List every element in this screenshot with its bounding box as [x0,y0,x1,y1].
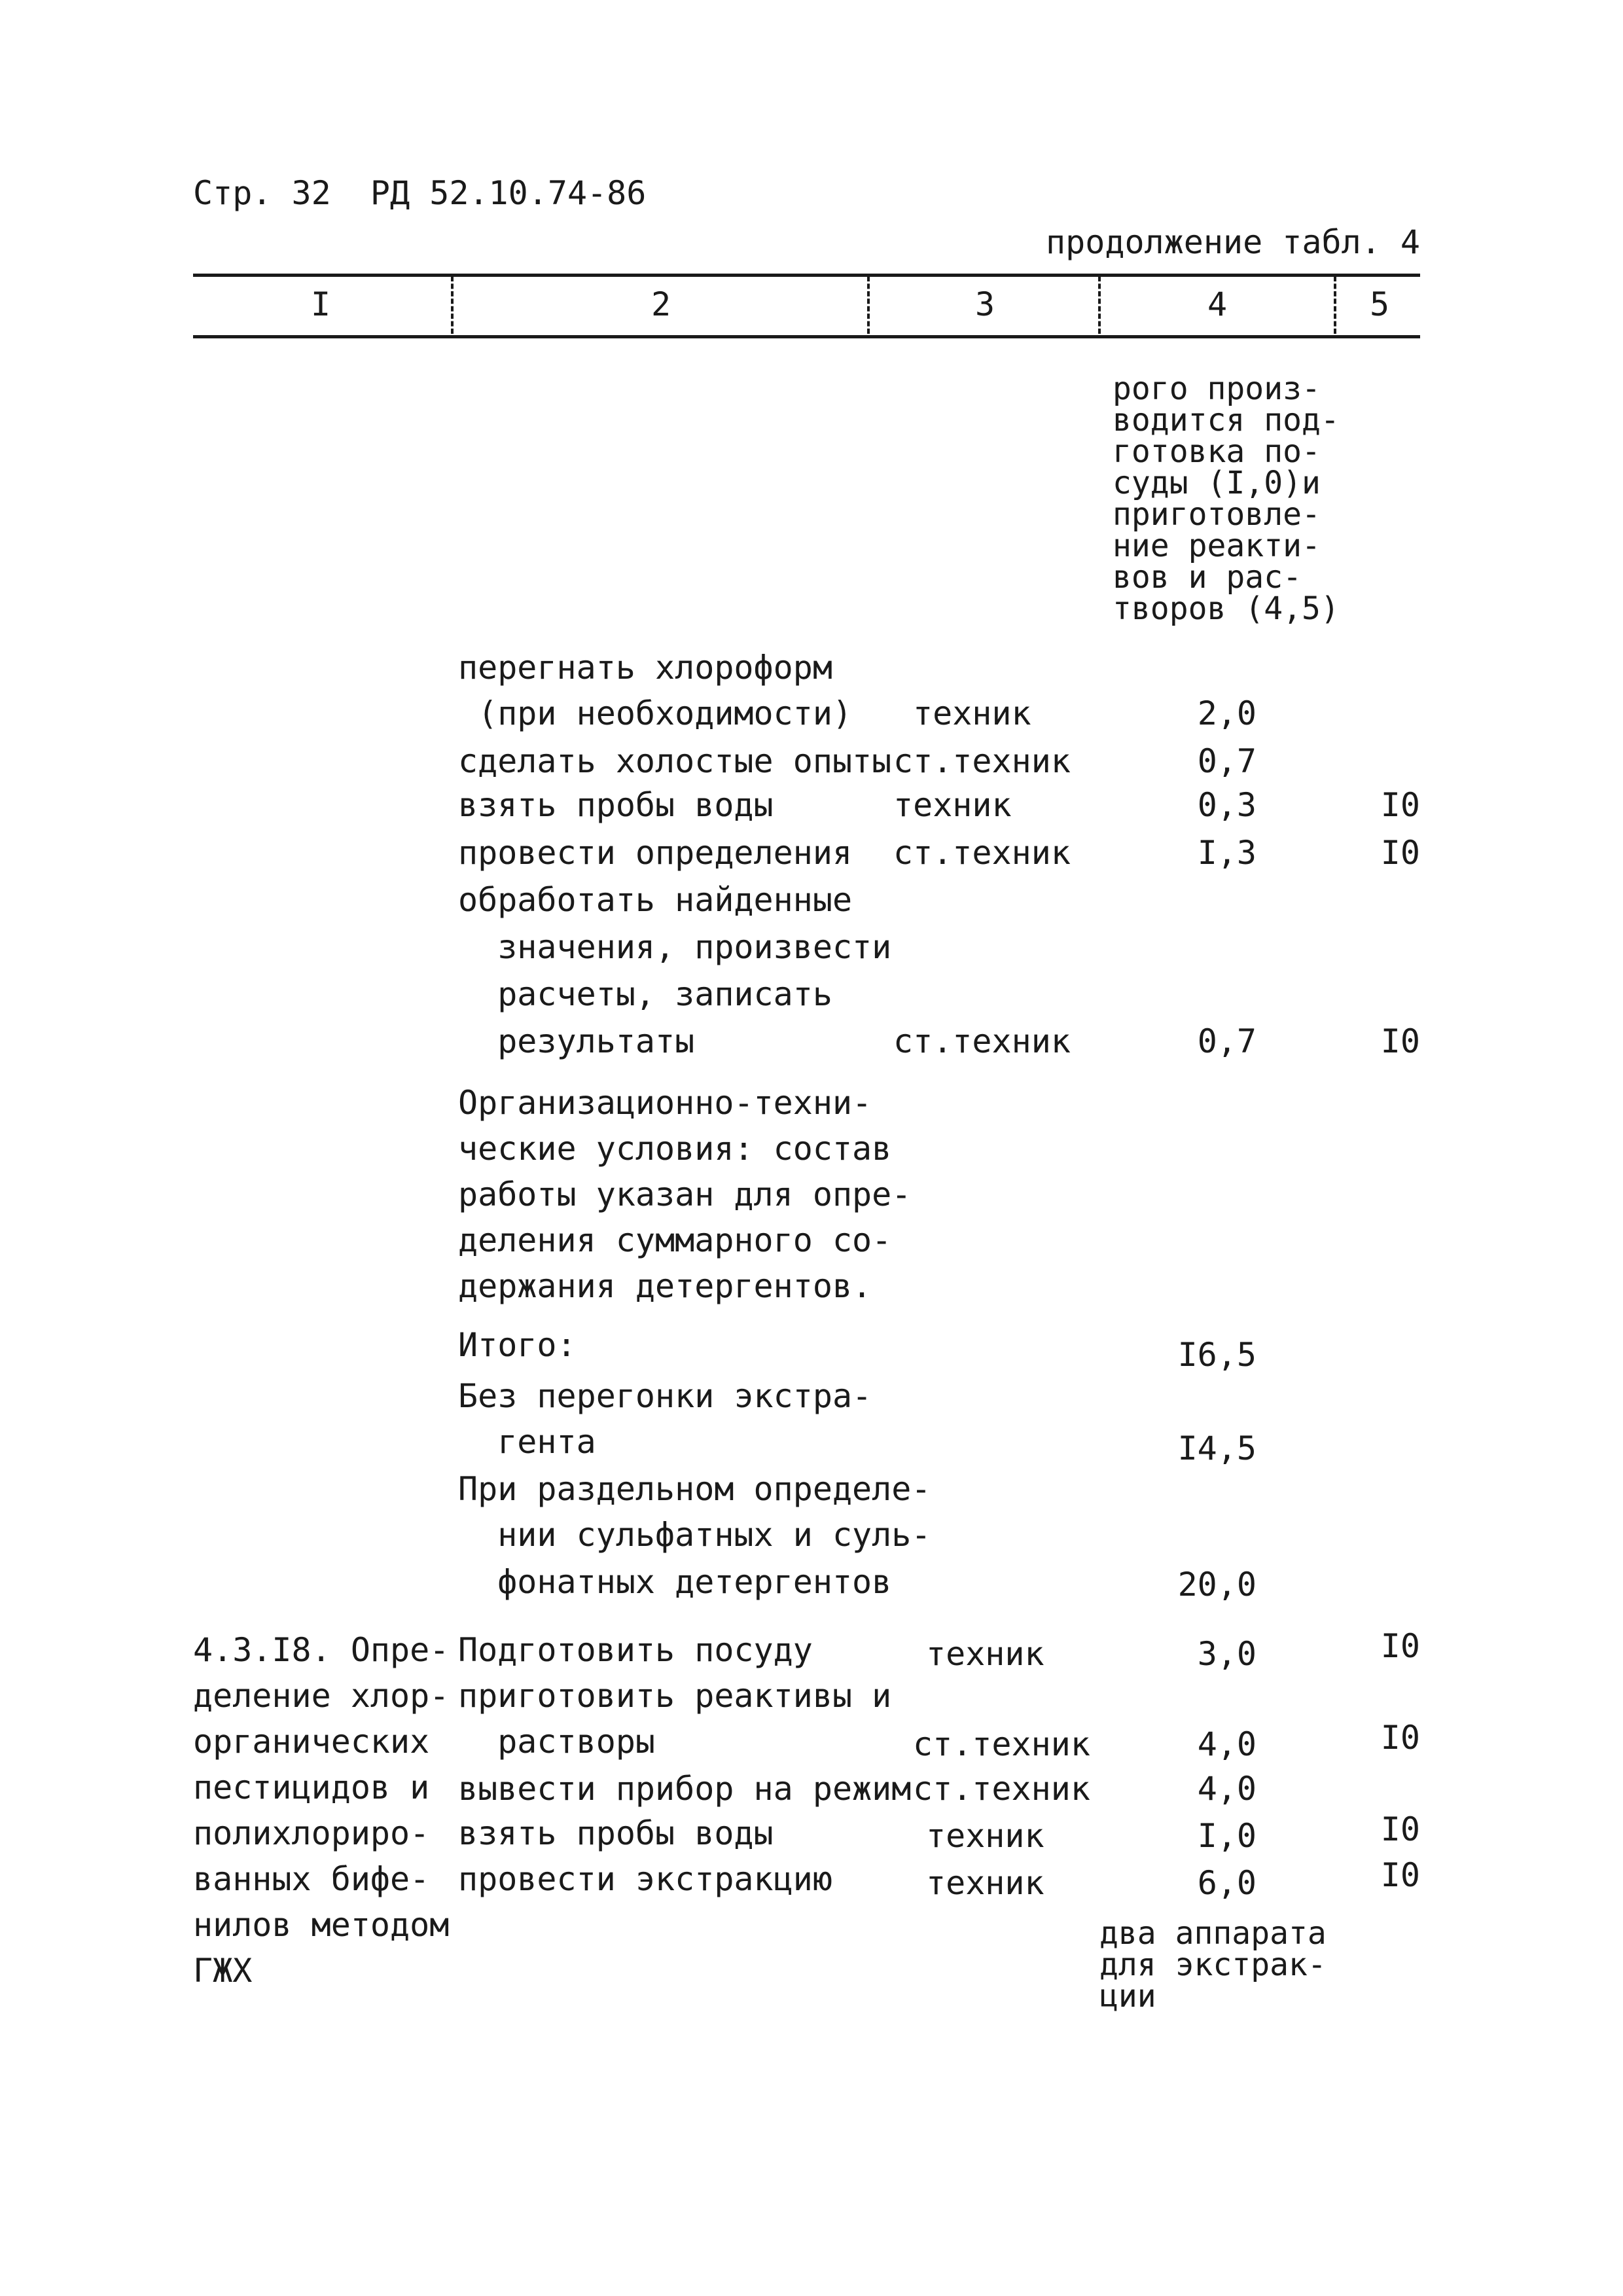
col4-note-line: готовка по- [1113,433,1321,470]
operation-text: растворы [458,1723,656,1761]
column-separator [1334,276,1336,334]
total-variant-value: I4,5 [1177,1429,1257,1467]
section-title: деление хлор- [193,1677,450,1715]
time-value: 4,0 [1197,1770,1257,1808]
column-number-5: 5 [1369,285,1390,323]
column-number-2: 2 [651,285,671,323]
operation-text: взять пробы воды [458,786,774,824]
conditions-text: ческие условия: состав [458,1130,892,1168]
performer: техник [926,1864,1044,1902]
column-separator [451,276,454,334]
conditions-text: деления суммарного со- [458,1221,892,1259]
time-value: 3,0 [1197,1635,1257,1673]
operation-text: расчеты, записать [458,975,832,1013]
table-continuation-label: продолжение табл. 4 [1046,223,1420,261]
section-title: полихлориро- [193,1814,430,1852]
count-value: I0 [1380,1810,1420,1848]
operation-text: провести определения [458,834,853,872]
operation-text: (при необходимости) [458,694,853,732]
performer: техник [893,786,1012,824]
total-label: Итого: [458,1326,577,1364]
time-value: 6,0 [1197,1864,1257,1902]
operation-text: обработать найденные [458,881,853,919]
count-value: I0 [1380,1022,1420,1060]
table-header-bottom-rule [193,335,1420,338]
col4-note-line: водится под- [1113,402,1340,439]
section-title: ГЖХ [193,1952,253,1990]
count-value: I0 [1380,834,1420,872]
total-variant-text: нии сульфатных и суль- [458,1516,931,1554]
col4-note-line: для экстрак- [1099,1946,1327,1983]
col4-note-line: приготовле- [1113,496,1321,533]
performer: ст.техник [893,742,1071,780]
total-variant-text: фонатных детергентов [458,1563,892,1601]
section-title: органических [193,1723,430,1761]
operation-text: вывести прибор на режим [458,1770,912,1808]
count-value: I0 [1380,1719,1420,1757]
total-value: I6,5 [1177,1336,1257,1374]
col4-note-line: вов и рас- [1113,559,1302,596]
col4-note-line: творов (4,5) [1113,590,1340,627]
performer: техник [926,1635,1044,1673]
col4-note-line: суды (I,0)и [1113,465,1321,501]
time-value: 0,7 [1197,1022,1257,1060]
total-variant-text: гента [458,1423,596,1461]
section-title: нилов методом [193,1906,450,1944]
operation-text: значения, произвести [458,928,892,966]
section-title: пестицидов и [193,1768,430,1806]
col4-note-line: два аппарата [1099,1915,1327,1952]
count-value: I0 [1380,1627,1420,1665]
time-value: 2,0 [1197,694,1257,732]
column-number-4: 4 [1207,285,1228,323]
count-value: I0 [1380,786,1420,824]
operation-text: Подготовить посуду [458,1631,813,1669]
operation-text: взять пробы воды [458,1814,774,1852]
conditions-text: работы указан для опре- [458,1175,912,1213]
column-separator [1098,276,1101,334]
operation-text: приготовить реактивы и [458,1677,892,1715]
conditions-text: держания детергентов. [458,1267,872,1305]
performer: техник [913,694,1031,732]
count-value: I0 [1380,1856,1420,1894]
performer: ст.техник [913,1725,1090,1763]
performer: ст.техник [913,1770,1090,1808]
col4-note-line: ции [1099,1978,1156,2015]
section-title: 4.3.I8. Опре- [193,1631,450,1669]
column-number-1: I [310,285,331,323]
performer: ст.техник [893,834,1071,872]
table-top-rule [193,274,1420,277]
total-variant-value: 20,0 [1177,1566,1257,1604]
col4-note-line: ние реакти- [1113,528,1321,564]
time-value: 4,0 [1197,1725,1257,1763]
time-value: I,3 [1197,834,1257,872]
conditions-text: Организационно-техни- [458,1084,872,1122]
performer: ст.техник [893,1022,1071,1060]
time-value: I,0 [1197,1817,1257,1855]
total-variant-text: Без перегонки экстра- [458,1377,872,1415]
operation-text: провести экстракцию [458,1860,832,1898]
page-reference: Стр. 32 РД 52.10.74-86 [193,174,647,212]
section-title: ванных бифе- [193,1860,430,1898]
time-value: 0,7 [1197,742,1257,780]
operation-text: перегнать хлороформ [458,649,832,687]
total-variant-text: При раздельном определе- [458,1470,931,1508]
column-separator [867,276,870,334]
operation-text: результаты [458,1022,695,1060]
column-number-3: 3 [974,285,995,323]
time-value: 0,3 [1197,786,1257,824]
col4-note-line: рого произ- [1113,370,1321,407]
performer: техник [926,1817,1044,1855]
operation-text: сделать холостые опыты [458,742,892,780]
